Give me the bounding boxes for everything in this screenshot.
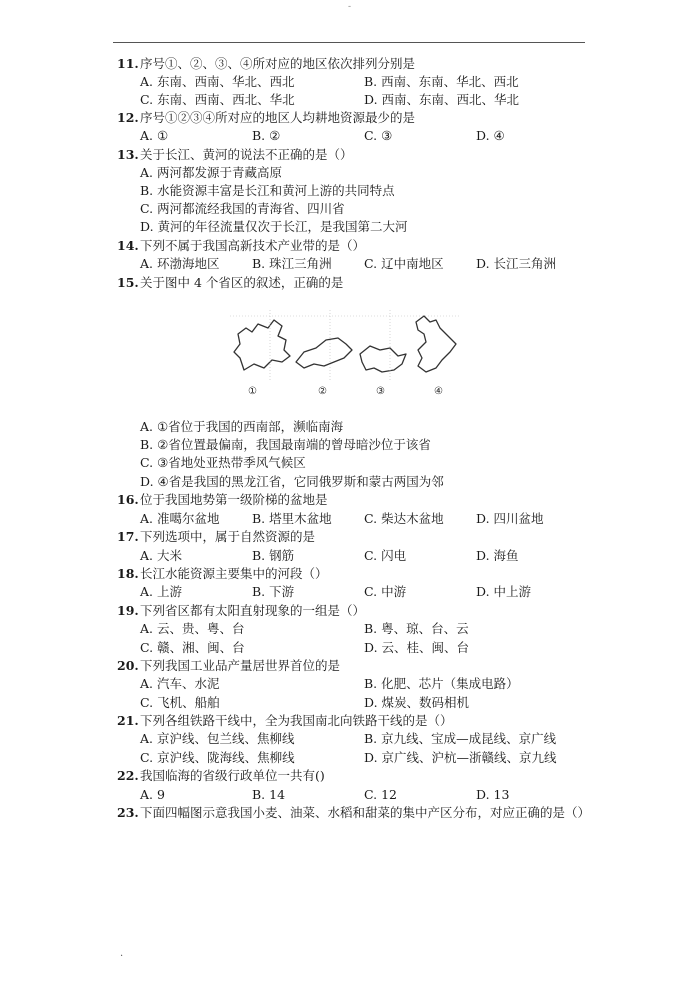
province-outline-map [230,310,460,400]
option-c[interactable]: C. 柴达木盆地 [364,511,444,526]
question-number: 13. [117,147,139,162]
option-b[interactable]: B. 粤、琼、台、云 [364,621,469,636]
question-11 [117,55,415,73]
option-b[interactable]: B. 化肥、芯片（集成电路） [364,676,519,691]
question-number: 17. [117,529,139,544]
question-number: 12. [117,110,139,125]
question-16 [117,491,328,509]
question-stem: 下列不属于我国高新技术产业带的是（） [140,238,366,253]
question-number: 11. [117,56,139,71]
question-15 [117,274,343,292]
option-c[interactable]: C. 东南、西南、西北、华北 [140,92,295,107]
province-2-outline [296,338,352,368]
question-stem: 下列各组铁路干线中，全为我国南北向铁路干线的是（） [140,713,453,728]
option-b[interactable]: B. 西南、东南、华北、西北 [364,74,519,89]
option-a[interactable]: A. 大米 [140,548,182,563]
option-c[interactable]: C. 赣、湘、闽、台 [140,640,245,655]
figure-label-4: ④ [434,386,443,397]
header-mark: - [348,2,352,12]
question-23 [117,804,590,822]
option-c[interactable]: C. 闪电 [364,548,407,563]
question-stem: 下列我国工业品产量居世界首位的是 [140,658,341,673]
option-b[interactable]: B. 14 [252,787,286,802]
question-number: 16. [117,492,139,507]
option-a[interactable]: A. 准噶尔盆地 [140,511,220,526]
question-19 [117,602,365,620]
option-a[interactable]: A. 京沪线、包兰线、焦柳线 [140,731,295,746]
option-a[interactable]: A. 9 [140,787,165,802]
option-a[interactable]: A. 两河都发源于青藏高原 [140,165,282,180]
option-d[interactable]: D. ④省是我国的黑龙江省，它同俄罗斯和蒙古两国为邻 [140,474,444,489]
option-d[interactable]: D. 13 [476,787,510,802]
option-b[interactable]: B. 钢筋 [252,548,295,563]
question-stem: 关于图中 4 个省区的叙述，正确的是 [140,275,344,290]
question-stem: 我国临海的省级行政单位一共有() [140,768,325,783]
option-d[interactable]: D. 京广线、沪杭—浙赣线、京九线 [364,750,557,765]
question-number: 15. [117,275,139,290]
figure-label-1: ① [248,386,257,397]
question-13 [117,146,353,164]
question-stem: 序号①、②、③、④所对应的地区依次排列分别是 [140,56,416,71]
option-d[interactable]: D. 云、桂、闽、台 [364,640,470,655]
question-20 [117,657,340,675]
option-c[interactable]: C. 辽中南地区 [364,256,444,271]
question-number: 19. [117,603,139,618]
option-a[interactable]: A. 汽车、水泥 [140,676,220,691]
question-14 [117,237,365,255]
question-stem: 序号①②③④所对应的地区人均耕地资源最少的是 [140,110,416,125]
question-stem: 下列选项中，属于自然资源的是 [140,529,316,544]
option-d[interactable]: D. 西南、东南、西北、华北 [364,92,520,107]
question-12 [117,109,415,127]
option-b[interactable]: B. 京九线、宝成—成昆线、京广线 [364,731,557,746]
option-c[interactable]: C. 飞机、船舶 [140,695,220,710]
option-b[interactable]: B. 塔里木盆地 [252,511,332,526]
question-stem: 下列省区都有太阳直射现象的一组是（） [140,603,366,618]
header-rule [113,42,585,43]
option-a[interactable]: A. 上游 [140,584,182,599]
question-number: 18. [117,566,139,581]
footer-mark: . [120,948,124,959]
question-stem: 长江水能资源主要集中的河段（） [140,566,328,581]
option-c[interactable]: C. 两河都流经我国的青海省、四川省 [140,201,345,216]
option-c[interactable]: C. ③ [364,128,393,143]
figure-label-3: ③ [376,386,385,397]
option-d[interactable]: D. 煤炭、数码相机 [364,695,470,710]
option-c[interactable]: C. 京沪线、陇海线、焦柳线 [140,750,295,765]
question-22 [117,767,325,785]
question-stem: 下面四幅图示意我国小麦、油菜、水稻和甜菜的集中产区分布，对应正确的是（） [140,805,591,820]
figure-label-2: ② [318,386,327,397]
province-1-outline [234,320,290,370]
province-4-outline [416,316,456,372]
question-stem: 位于我国地势第一级阶梯的盆地是 [140,492,328,507]
question-number: 14. [117,238,139,253]
option-b[interactable]: B. 水能资源丰富是长江和黄河上游的共同特点 [140,183,395,198]
option-d[interactable]: D. ④ [476,128,505,143]
question-17 [117,528,315,546]
option-c[interactable]: C. ③省地处亚热带季风气候区 [140,455,306,470]
question-18 [117,565,328,583]
option-c[interactable]: C. 12 [364,787,397,802]
option-a[interactable]: A. 云、贵、粤、台 [140,621,245,636]
option-d[interactable]: D. 四川盆地 [476,511,544,526]
option-d[interactable]: D. 黄河的年径流量仅次于长江，是我国第二大河 [140,219,408,234]
question-number: 20. [117,658,139,673]
question-number: 21. [117,713,139,728]
option-d[interactable]: D. 海鱼 [476,548,519,563]
question-21 [117,712,453,730]
option-b[interactable]: B. 珠江三角洲 [252,256,332,271]
option-a[interactable]: A. ①省位于我国的西南部，濒临南海 [140,419,344,434]
option-a[interactable]: A. ① [140,128,169,143]
question-stem: 关于长江、黄河的说法不正确的是（） [140,147,353,162]
province-3-outline [360,346,406,372]
option-d[interactable]: D. 长江三角洲 [476,256,557,271]
option-a[interactable]: A. 东南、西南、华北、西北 [140,74,295,89]
option-b[interactable]: B. ② [252,128,281,143]
option-d[interactable]: D. 中上游 [476,584,532,599]
option-c[interactable]: C. 中游 [364,584,407,599]
option-b[interactable]: B. ②省位置最偏南，我国最南端的曾母暗沙位于该省 [140,437,431,452]
question-number: 22. [117,768,139,783]
option-b[interactable]: B. 下游 [252,584,295,599]
option-a[interactable]: A. 环渤海地区 [140,256,220,271]
question-number: 23. [117,805,139,820]
